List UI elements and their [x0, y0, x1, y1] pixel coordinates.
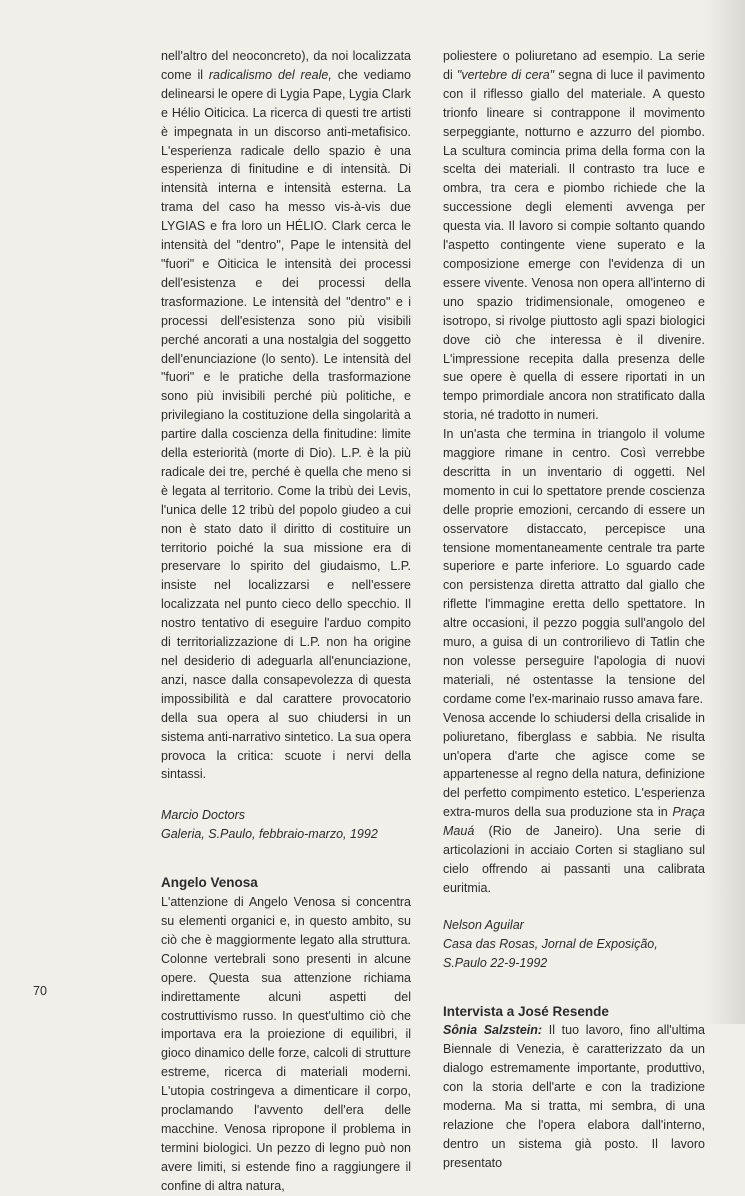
credit-author: Marcio Doctors — [161, 808, 246, 823]
text-span: (Rio de Janeiro). Una serie di articolazioni in acciaio Corten si stagliano sul cielo offrendo ai passanti una calibrata euritmia. — [443, 824, 705, 895]
text-span: Il tuo lavoro, fino all'ultima Biennale di Venezia, è caratterizzato da un dialogo estremamente importante, produttivo, con la storia dell'arte e con la tradizione moderna. Ma si tratta, mi sembra, di una relazione che l'opera elabora dall'interno, dentro un sistema già posto. Il lavoro presentato — [443, 1023, 705, 1170]
text-span: nell'altro del neoconcreto), da noi localizzata come il — [161, 49, 411, 82]
doctors-essay-paragraph — [161, 47, 411, 784]
italic-place: Praça Mauá — [443, 805, 705, 839]
credit-author: Nelson Aguilar — [443, 917, 524, 932]
credit-source: Casa das Rosas, Jornal de Exposição, — [443, 936, 658, 951]
credit-source: Galeria, S.Paulo, febbraio-marzo, 1992 — [161, 827, 378, 842]
text-span: segna di luce il pavimento con il riflesso giallo del materiale. A questo trionfo lineare si contrappone il movimento serpeggiante, notturno e azzurro del piombo. La scultura comincia prima della forma con la scelta dei materiali. Il contrasto tra luce e ombra, tra cera e piombo richiede che la successione degli elementi avvenga per questa via. Il lavoro si compie soltanto quando l'aspetto contingente viene superato e la composizione emerge con l'evidenza di un essere vivente. Venosa non opera all'interno di uno spazio tridimensionale, omogeneo e isotropo, si rivolge piuttosto agli spazi biologici dove ciò che interessa è il divenire. L'impressione recepita dalla presenza delle sue opere è quella di essere riportati in un tempo primordiale ancora non stratificato dalla storia, né tradotto in numeri. — [443, 67, 705, 423]
text-span: poliestere o poliuretano ad esempio. La serie di — [443, 49, 705, 82]
left-column — [161, 47, 411, 1196]
text-span: che vediamo delinearsi le opere di Lygia Pape, Lygia Clark e Hélio Oiticica. La ricerca di questi tre artisti è impegnata in un discorso anti-metafisico. L'esperienza radicale dello spazio è una esperienza di finitudine e di intensità. Di intensità interna e intensità esterna. La trama del caso ha messo vis-à-vis due LYGIAS e fra loro un HÉLIO. Clark cerca le intensità del "dentro", Pape le intensità del "fuori" e Oiticica le intensità dei processi dell'esistenza e dei processi della trasformazione. Le intensità del "dentro" e i processi dell'esistenza sono più visibili perché ancorati a una nostalgia del soggetto dell'enunciazione (lo sento). Le intensità del "fuori" e le pratiche della trasformazione sono più invisibili perché più politiche, e privilegiano la costituzione della singolarità a partire dalla coscienza della finitudine: limite della esteriorità (morte di Dio). L.P. è la più radicale dei tre, perché è quella che meno si è legata al territorio. Come la tribù dei Levis, l'unica delle 12 tribù del popolo giudeo a cui non è stato dato il diritto di costituire un territorio poiché la sua missione era di preservare lo spirito del giudaismo, L.P. insiste nel localizzarsi e nell'essere localizzata nel punto cieco dello specchio. Il nostro tentativo di eseguire l'arduo compito di territorializzazione di L.P. non ha origine nel desiderio di adeguarla all'enunciazione, anzi, nasce dalla consapevolezza di questa impossibilità e dal carattere provocatorio della sua opera al suo chiudersi in un sistema anti-narrativo sintetico. La sua opera provoca la critica: scuote i nervi della sintassi. — [161, 67, 411, 782]
credit-source: S.Paulo 22-9-1992 — [443, 955, 548, 970]
italic-phrase: radicalismo del reale, — [208, 67, 332, 82]
page-number: 70 — [33, 984, 47, 998]
section-heading-resende: Intervista a José Resende — [443, 1003, 609, 1019]
italic-phrase: "vertebre di cera" — [456, 67, 555, 82]
venosa-paragraph-3 — [443, 709, 705, 898]
section-heading-venosa: Angelo Venosa — [161, 875, 258, 891]
venosa-paragraph-2: In un'asta che termina in triangolo il volume maggiore rimane in centro. Così verrebbe descritta in un inventario di oggetti. Nel momento in cui lo spettatore prende coscienza delle proprie emozioni, cercando di essere un osservatore distaccato, percepisce una tensione momentaneamente centrale tra parte superiore e parte inferiore. Lo sguardo cade con persistenza diretta attratto dal giallo che riflette l'immagine eretta dello spettatore. In altre occasioni, il pezzo poggia sull'angolo del muro, a guisa di un controrilievo di Tatlin che non volesse perseguire l'apologia di nuovi materiali, né ostentasse la tensione del cordame come l'ex-marinaio russo amava fare. — [443, 427, 705, 706]
text-span: Venosa accende lo schiudersi della crisalide in poliuretano, fiberglass e sabbia. Ne risulta un'opera d'arte che agisce come se appartenesse al regno della natura, definizione del perfetto compimento estetico. L'esperienza extra-muros della sua produzione sta in — [443, 710, 705, 820]
page-gutter-shadow — [705, 0, 745, 1024]
right-column — [443, 47, 705, 1173]
interview-paragraph — [443, 1021, 705, 1172]
venosa-paragraph-continued — [443, 47, 705, 425]
venosa-paragraph: L'attenzione di Angelo Venosa si concentra su elementi organici e, in questo ambito, su ciò che è maggiormente legato alla struttura. Colonne vertebrali sono presenti in alcune opere. Questa sua attenzione richiama indirettamente alcuni aspetti del costruttivismo russo. In quest'ultimo ciò che importava era la proiezione di equilibri, il gioco dinamico delle forze, calcoli di strutture estreme, ricerca di materiali moderni. L'utopia costringeva a dimenticare il corpo, proclamando l'avvento dell'era delle macchine. Venosa ripropone il problema in termini biologici. Un pezzo di legno può non avere limiti, si estende fino a raggiungere il confine di altra natura, — [161, 895, 411, 1193]
interviewer-name: Sônia Salzstein: — [443, 1023, 543, 1038]
